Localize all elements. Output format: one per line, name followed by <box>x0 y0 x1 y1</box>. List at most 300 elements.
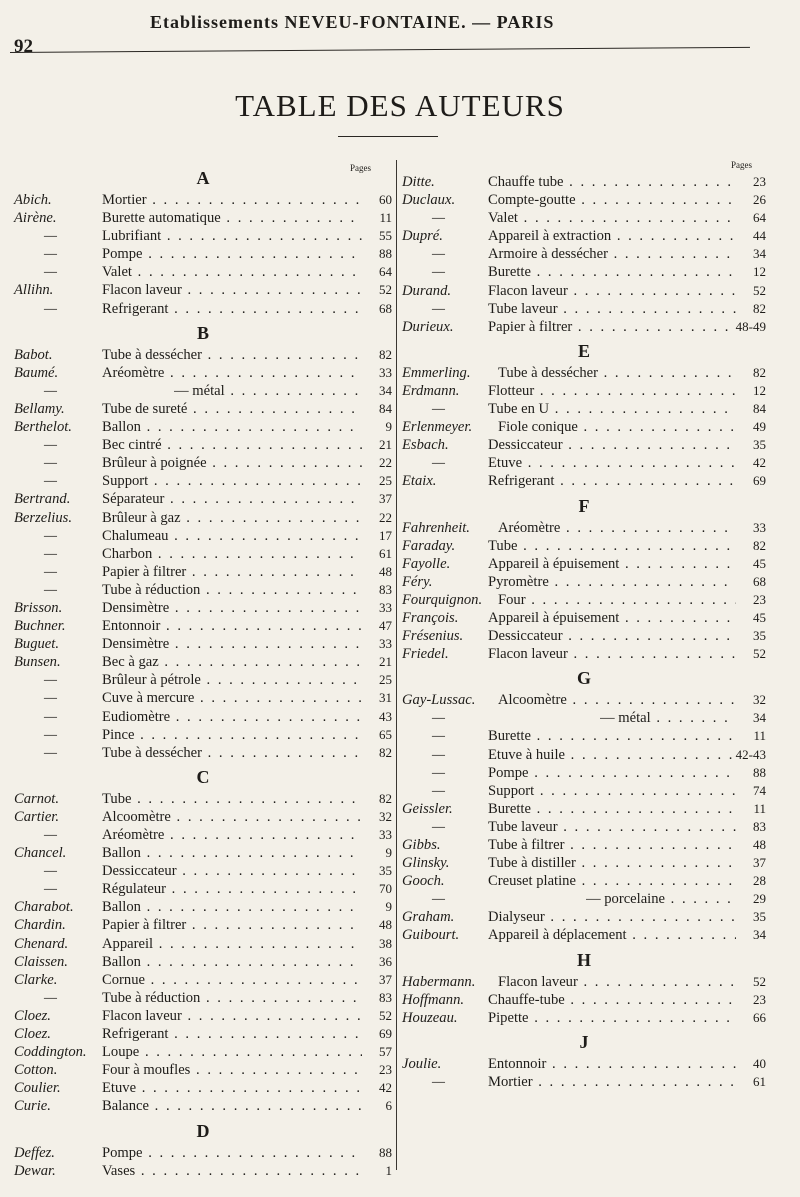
index-entry <box>14 191 392 209</box>
apparatus-name: Eudiomètre . . . <box>102 708 362 726</box>
author-name: Esbach. <box>402 437 449 454</box>
author-name: Gay-Lussac. <box>402 692 476 709</box>
apparatus-name: Dessiccateur . . . <box>102 862 362 880</box>
apparatus-name: Tube en U . . . <box>488 400 736 418</box>
apparatus-name: Appareil à extraction . . . <box>488 227 736 245</box>
apparatus-name: Loupe . . . <box>102 1043 362 1061</box>
section-letter: C <box>196 766 210 787</box>
apparatus-name: Armoire à dessécher . . . <box>488 245 736 263</box>
page-ref: 43 <box>379 708 392 724</box>
author-name: — <box>432 455 445 472</box>
author-name: Airène. <box>14 210 57 227</box>
index-entry <box>402 727 766 745</box>
index-entry <box>402 191 766 209</box>
author-name: — <box>432 264 445 281</box>
index-entry <box>402 973 766 991</box>
index-entry <box>14 971 392 989</box>
author-name: Baumé. <box>14 364 59 381</box>
apparatus-name: Alcoomètre . . . <box>498 691 736 709</box>
author-name: Guibourt. <box>402 927 460 944</box>
index-entry <box>14 545 392 563</box>
index-entry <box>14 671 392 689</box>
page-ref: 35 <box>753 628 766 644</box>
index-entry <box>14 1079 392 1097</box>
author-name: Chancel. <box>14 845 67 862</box>
index-entry <box>402 318 766 336</box>
apparatus-name: Tube laveur . . . <box>488 300 736 318</box>
apparatus-name: Densimètre . . . <box>102 599 362 617</box>
author-name: Bellamy. <box>14 400 65 417</box>
index-entry <box>14 653 392 671</box>
apparatus-name: Valet . . . <box>488 209 736 227</box>
apparatus-name: Ballon . . . <box>102 418 362 436</box>
author-name: Faraday. <box>402 537 456 554</box>
author-name: — <box>432 300 445 317</box>
pages-label-left: Pages <box>350 163 371 173</box>
page-ref: 11 <box>753 728 766 744</box>
author-name: — <box>432 401 445 418</box>
page-ref: 84 <box>753 401 766 417</box>
apparatus-name: Support . . . <box>102 472 362 490</box>
apparatus-name: Ballon . . . <box>102 953 362 971</box>
index-entry <box>14 300 392 318</box>
author-name: Ditte. <box>402 174 435 190</box>
index-entry <box>14 989 392 1007</box>
author-name: Dewar. <box>14 1162 56 1179</box>
apparatus-name: Aréomètre . . . <box>102 364 362 382</box>
author-name: Brisson. <box>14 599 63 616</box>
apparatus-name: Flacon laveur . . . <box>488 645 736 663</box>
index-entry <box>402 991 766 1009</box>
apparatus-name: Mortier . . . <box>488 1073 736 1091</box>
page-ref: 61 <box>753 1073 766 1089</box>
page-ref: 49 <box>753 419 766 435</box>
index-entry <box>14 635 392 653</box>
page-ref: 68 <box>379 300 392 316</box>
apparatus-name: Pipette . . . <box>488 1009 736 1027</box>
author-name: Chenard. <box>14 935 69 952</box>
page-ref: 65 <box>379 726 392 742</box>
section-letter: H <box>576 949 591 970</box>
apparatus-name: Flacon laveur . . . <box>488 282 736 300</box>
author-name: — <box>432 782 445 799</box>
author-name: Buchner. <box>14 618 66 635</box>
index-entry <box>402 519 766 537</box>
page-ref: 6 <box>385 1098 392 1114</box>
apparatus-name: Support . . . <box>488 782 736 800</box>
author-name: Cartier. <box>14 808 60 825</box>
apparatus-name: — porcelaine . . . <box>586 890 736 908</box>
author-name: Berthelot. <box>14 419 72 436</box>
index-entry <box>402 400 766 418</box>
page-ref: 84 <box>379 400 392 416</box>
index-entry <box>14 1007 392 1025</box>
apparatus-name: Pompe . . . <box>102 245 362 263</box>
author-name: — <box>44 989 57 1006</box>
page-ref: 33 <box>753 519 766 535</box>
title-rule <box>338 136 438 137</box>
apparatus-name: Papier à filtrer . . . <box>102 916 362 934</box>
index-entry <box>402 764 766 782</box>
apparatus-name: Etuve . . . <box>488 454 736 472</box>
index-entry <box>402 609 766 627</box>
apparatus-name: Tube à filtrer . . . <box>488 836 736 854</box>
author-name: Carnot. <box>14 790 60 807</box>
author-name: Erdmann. <box>402 382 460 399</box>
author-name: — <box>44 228 57 245</box>
author-name: Gibbs. <box>402 837 441 853</box>
page-ref: 32 <box>379 808 392 824</box>
apparatus-name: Tube à dessécher . . . <box>102 744 362 762</box>
index-entry <box>14 953 392 971</box>
author-name: Bertrand. <box>14 491 71 508</box>
page-ref: 83 <box>753 818 766 834</box>
page-ref: 23 <box>753 991 766 1007</box>
index-entry <box>14 263 392 281</box>
apparatus-name: Pompe . . . <box>102 1144 362 1162</box>
page-ref: 74 <box>753 782 766 798</box>
index-entry <box>14 346 392 364</box>
author-name: Curie. <box>14 1098 51 1115</box>
apparatus-name: Tube . . . <box>488 537 736 555</box>
author-name: Deffez. <box>14 1144 55 1161</box>
page-ref: 57 <box>379 1044 392 1060</box>
index-entry <box>14 898 392 916</box>
author-name: — <box>432 891 445 908</box>
index-entry <box>14 1043 392 1061</box>
apparatus-name: Etuve . . . <box>102 1079 362 1097</box>
apparatus-name: Burette . . . <box>488 727 736 745</box>
author-name: — <box>44 382 57 399</box>
page-ref: 44 <box>753 228 766 244</box>
page-ref: 21 <box>379 654 392 670</box>
apparatus-name: Refrigerant . . . <box>102 300 362 318</box>
index-entry <box>402 364 766 382</box>
apparatus-name: Charbon . . . <box>102 545 362 563</box>
index-entry <box>14 708 392 726</box>
index-entry <box>402 573 766 591</box>
author-name: — <box>432 710 445 727</box>
section-letter <box>402 163 766 173</box>
page-ref: 37 <box>753 855 766 871</box>
author-name: Chardin. <box>14 917 66 934</box>
index-entry <box>402 382 766 400</box>
index-entry <box>402 872 766 890</box>
index-entry <box>14 581 392 599</box>
apparatus-name: Tube à distiller . . . <box>488 854 736 872</box>
index-entry <box>14 436 392 454</box>
header-rule <box>10 47 750 53</box>
apparatus-name: Chauffe tube . . . <box>488 173 736 191</box>
apparatus-name: Four à moufles . . . <box>102 1061 362 1079</box>
apparatus-name: Cornue . . . <box>102 971 362 989</box>
page-ref: 55 <box>379 228 392 244</box>
apparatus-name: Entonnoir . . . <box>102 617 362 635</box>
index-entry <box>14 744 392 762</box>
index-entry <box>402 591 766 609</box>
page-ref: 35 <box>753 437 766 453</box>
apparatus-name: Balance . . . <box>102 1097 362 1115</box>
page-ref: 60 <box>379 192 392 207</box>
page-ref: 42 <box>753 455 766 471</box>
page-ref: 23 <box>753 591 766 607</box>
apparatus-name: Lubrifiant . . . <box>102 227 362 245</box>
apparatus-name: Burette . . . <box>488 263 736 281</box>
apparatus-name: Dessiccateur . . . <box>488 627 736 645</box>
apparatus-name: Brûleur à poignée . . . <box>102 454 362 472</box>
apparatus-name: Refrigerant . . . <box>488 472 736 490</box>
author-name: Abich. <box>14 192 52 208</box>
index-entry <box>402 245 766 263</box>
page-ref: 82 <box>753 537 766 553</box>
page-ref: 33 <box>379 636 392 652</box>
author-name: — <box>44 690 57 707</box>
author-name: Durand. <box>402 282 452 299</box>
page-ref: 82 <box>379 346 392 362</box>
author-name: — <box>44 545 57 562</box>
index-entry <box>402 454 766 472</box>
apparatus-name: — métal . . . <box>600 709 736 727</box>
index-entry <box>402 782 766 800</box>
apparatus-name: Appareil à épuisement . . . <box>488 555 736 573</box>
page-ref: 82 <box>753 300 766 316</box>
index-entry <box>402 800 766 818</box>
author-name: Buguet. <box>14 636 59 653</box>
author-name: — <box>44 581 57 598</box>
author-name: Bunsen. <box>14 654 61 671</box>
author-name: — <box>432 728 445 745</box>
page-ref: 88 <box>379 246 392 262</box>
apparatus-name: Refrigerant . . . <box>102 1025 362 1043</box>
index-entry <box>402 890 766 908</box>
apparatus-name: Tube . . . <box>102 790 362 808</box>
author-name: Cotton. <box>14 1062 58 1079</box>
index-entry <box>402 436 766 454</box>
section-letter: B <box>196 322 209 343</box>
apparatus-name: Tube à dessécher . . . <box>102 346 362 364</box>
author-name: Habermann. <box>402 973 476 990</box>
page-ref: 64 <box>379 264 392 280</box>
page-ref: 25 <box>379 672 392 688</box>
left-column <box>14 163 392 1180</box>
index-entry <box>14 382 392 400</box>
index-entry <box>14 490 392 508</box>
page-ref: 52 <box>753 973 766 989</box>
index-entry <box>402 209 766 227</box>
index-entry <box>402 1073 766 1091</box>
apparatus-name: Valet . . . <box>102 263 362 281</box>
page-ref: 32 <box>753 692 766 708</box>
page-ref: 64 <box>753 210 766 226</box>
page-ref: 22 <box>379 455 392 471</box>
apparatus-name: Tube à dessécher . . . <box>498 364 736 382</box>
index-entry <box>402 746 766 764</box>
section-letter: F <box>578 495 590 516</box>
author-name: Cloez. <box>14 1026 51 1043</box>
author-name: — <box>44 300 57 317</box>
index-entry <box>14 826 392 844</box>
author-name: Dupré. <box>402 228 443 245</box>
author-name: Etaix. <box>402 473 437 490</box>
index-entry <box>402 627 766 645</box>
author-name: Coulier. <box>14 1080 61 1097</box>
index-entry <box>14 689 392 707</box>
right-column <box>402 163 766 1091</box>
apparatus-name: Régulateur . . . <box>102 880 362 898</box>
author-name: — <box>44 881 57 898</box>
index-entry <box>14 844 392 862</box>
author-name: Berzelius. <box>14 509 72 526</box>
page-ref: 33 <box>379 827 392 842</box>
apparatus-name: Pince . . . <box>102 726 362 744</box>
pages-label-right: Pages <box>731 160 752 170</box>
author-name: Joulie. <box>402 1055 442 1072</box>
author-name: — <box>44 246 57 263</box>
page-ref: 37 <box>379 491 392 507</box>
apparatus-name: Appareil à déplacement . . . <box>488 926 736 944</box>
index-entry <box>402 263 766 281</box>
page-ref: 45 <box>753 609 766 625</box>
index-entry <box>14 281 392 299</box>
page-ref: 40 <box>753 1055 766 1071</box>
author-name: Geissler. <box>402 800 453 817</box>
index-entry <box>402 691 766 709</box>
index-entry <box>402 818 766 836</box>
page-ref: 48-49 <box>735 318 766 334</box>
page-ref: 82 <box>379 744 392 760</box>
page-ref: 52 <box>379 1007 392 1023</box>
apparatus-name: Tube à réduction . . . <box>102 581 362 599</box>
page-ref: 42 <box>379 1080 392 1096</box>
apparatus-name: Alcoomètre . . . <box>102 808 362 826</box>
page-ref: 12 <box>753 264 766 280</box>
page-ref: 9 <box>385 899 392 915</box>
apparatus-name: Vases . . . <box>102 1162 362 1180</box>
index-entry <box>14 454 392 472</box>
index-entry <box>14 563 392 581</box>
author-name: Durieux. <box>402 318 454 335</box>
author-name: — <box>432 818 445 835</box>
page-ref: 11 <box>379 210 392 226</box>
author-name: Clarke. <box>14 971 58 988</box>
author-name: Emmerling. <box>402 364 471 381</box>
page-ref: 34 <box>753 246 766 262</box>
page-ref: 88 <box>379 1144 392 1160</box>
apparatus-name: Papier à filtrer . . . <box>488 318 736 336</box>
author-name: Gooch. <box>402 873 445 890</box>
apparatus-name: Ballon . . . <box>102 898 362 916</box>
index-entry <box>402 1009 766 1027</box>
apparatus-name: Mortier . . . <box>102 191 362 209</box>
page-ref: 35 <box>753 909 766 925</box>
index-entry <box>402 300 766 318</box>
page-ref: 38 <box>379 935 392 951</box>
apparatus-name: Pompe . . . <box>488 764 736 782</box>
apparatus-name: Fiole conique . . . <box>498 418 736 436</box>
author-name: — <box>432 746 445 763</box>
author-name: — <box>432 210 445 227</box>
author-name: Claissen. <box>14 953 68 970</box>
author-name: Fayolle. <box>402 555 451 572</box>
author-name: Fahrenheit. <box>402 519 470 536</box>
page-ref: 52 <box>379 282 392 298</box>
author-name: — <box>44 827 57 843</box>
section-letter: G <box>576 668 591 689</box>
page-ref: 70 <box>379 881 392 897</box>
author-name: Coddington. <box>14 1044 87 1061</box>
section-letter: A <box>196 168 210 188</box>
index-entry <box>402 418 766 436</box>
apparatus-name: Chalumeau . . . <box>102 527 362 545</box>
apparatus-name: Etuve à huile . . . <box>488 746 736 764</box>
apparatus-name: Flacon laveur . . . <box>102 281 362 299</box>
index-entry <box>14 227 392 245</box>
page-ref: 69 <box>753 473 766 489</box>
author-name: Duclaux. <box>402 192 456 209</box>
apparatus-name: Aréomètre . . . <box>102 826 362 844</box>
index-entry <box>14 418 392 436</box>
index-entry <box>14 209 392 227</box>
page-ref: 83 <box>379 581 392 597</box>
index-entry <box>402 854 766 872</box>
index-entry <box>14 364 392 382</box>
index-entry <box>14 472 392 490</box>
index-entry <box>14 1025 392 1043</box>
apparatus-name: Séparateur . . . <box>102 490 362 508</box>
author-name: Erlenmeyer. <box>402 419 473 436</box>
page-ref: 25 <box>379 473 392 489</box>
page-ref: 21 <box>379 437 392 453</box>
index-entry <box>402 537 766 555</box>
page-ref: 69 <box>379 1026 392 1042</box>
page-ref: 68 <box>753 573 766 589</box>
page-ref: 52 <box>753 646 766 662</box>
author-name: — <box>44 473 57 490</box>
author-name: — <box>44 437 57 454</box>
index-entry <box>402 645 766 663</box>
page-ref: 36 <box>379 953 392 969</box>
author-name: Féry. <box>402 573 433 590</box>
index-entry <box>14 509 392 527</box>
page-ref: 42-43 <box>735 746 766 762</box>
page-ref: 82 <box>753 364 766 380</box>
index-entry <box>402 173 766 191</box>
page-ref: 48 <box>753 837 766 852</box>
apparatus-name: Ballon . . . <box>102 844 362 862</box>
running-head: Etablissements NEVEU-FONTAINE. — PARIS <box>150 12 555 32</box>
index-entry <box>14 726 392 744</box>
index-entry <box>14 1162 392 1180</box>
index-entry <box>402 282 766 300</box>
column-divider <box>396 160 397 1170</box>
page-ref: 1 <box>385 1162 392 1178</box>
page-ref: 31 <box>379 690 392 706</box>
page-ref: 17 <box>379 527 392 543</box>
page-ref: 66 <box>753 1009 766 1025</box>
index-entry <box>14 790 392 808</box>
author-name: Graham. <box>402 909 455 926</box>
index-entry <box>14 527 392 545</box>
page-ref: 33 <box>379 599 392 615</box>
page-ref: 37 <box>379 971 392 987</box>
page-ref: 34 <box>753 927 766 943</box>
author-name: — <box>432 764 445 781</box>
author-name: François. <box>402 609 459 626</box>
index-entry <box>14 1097 392 1115</box>
author-name: — <box>44 744 57 761</box>
apparatus-name: Aréomètre . . . <box>498 519 736 537</box>
apparatus-name: Brûleur à gaz . . . <box>102 509 362 527</box>
